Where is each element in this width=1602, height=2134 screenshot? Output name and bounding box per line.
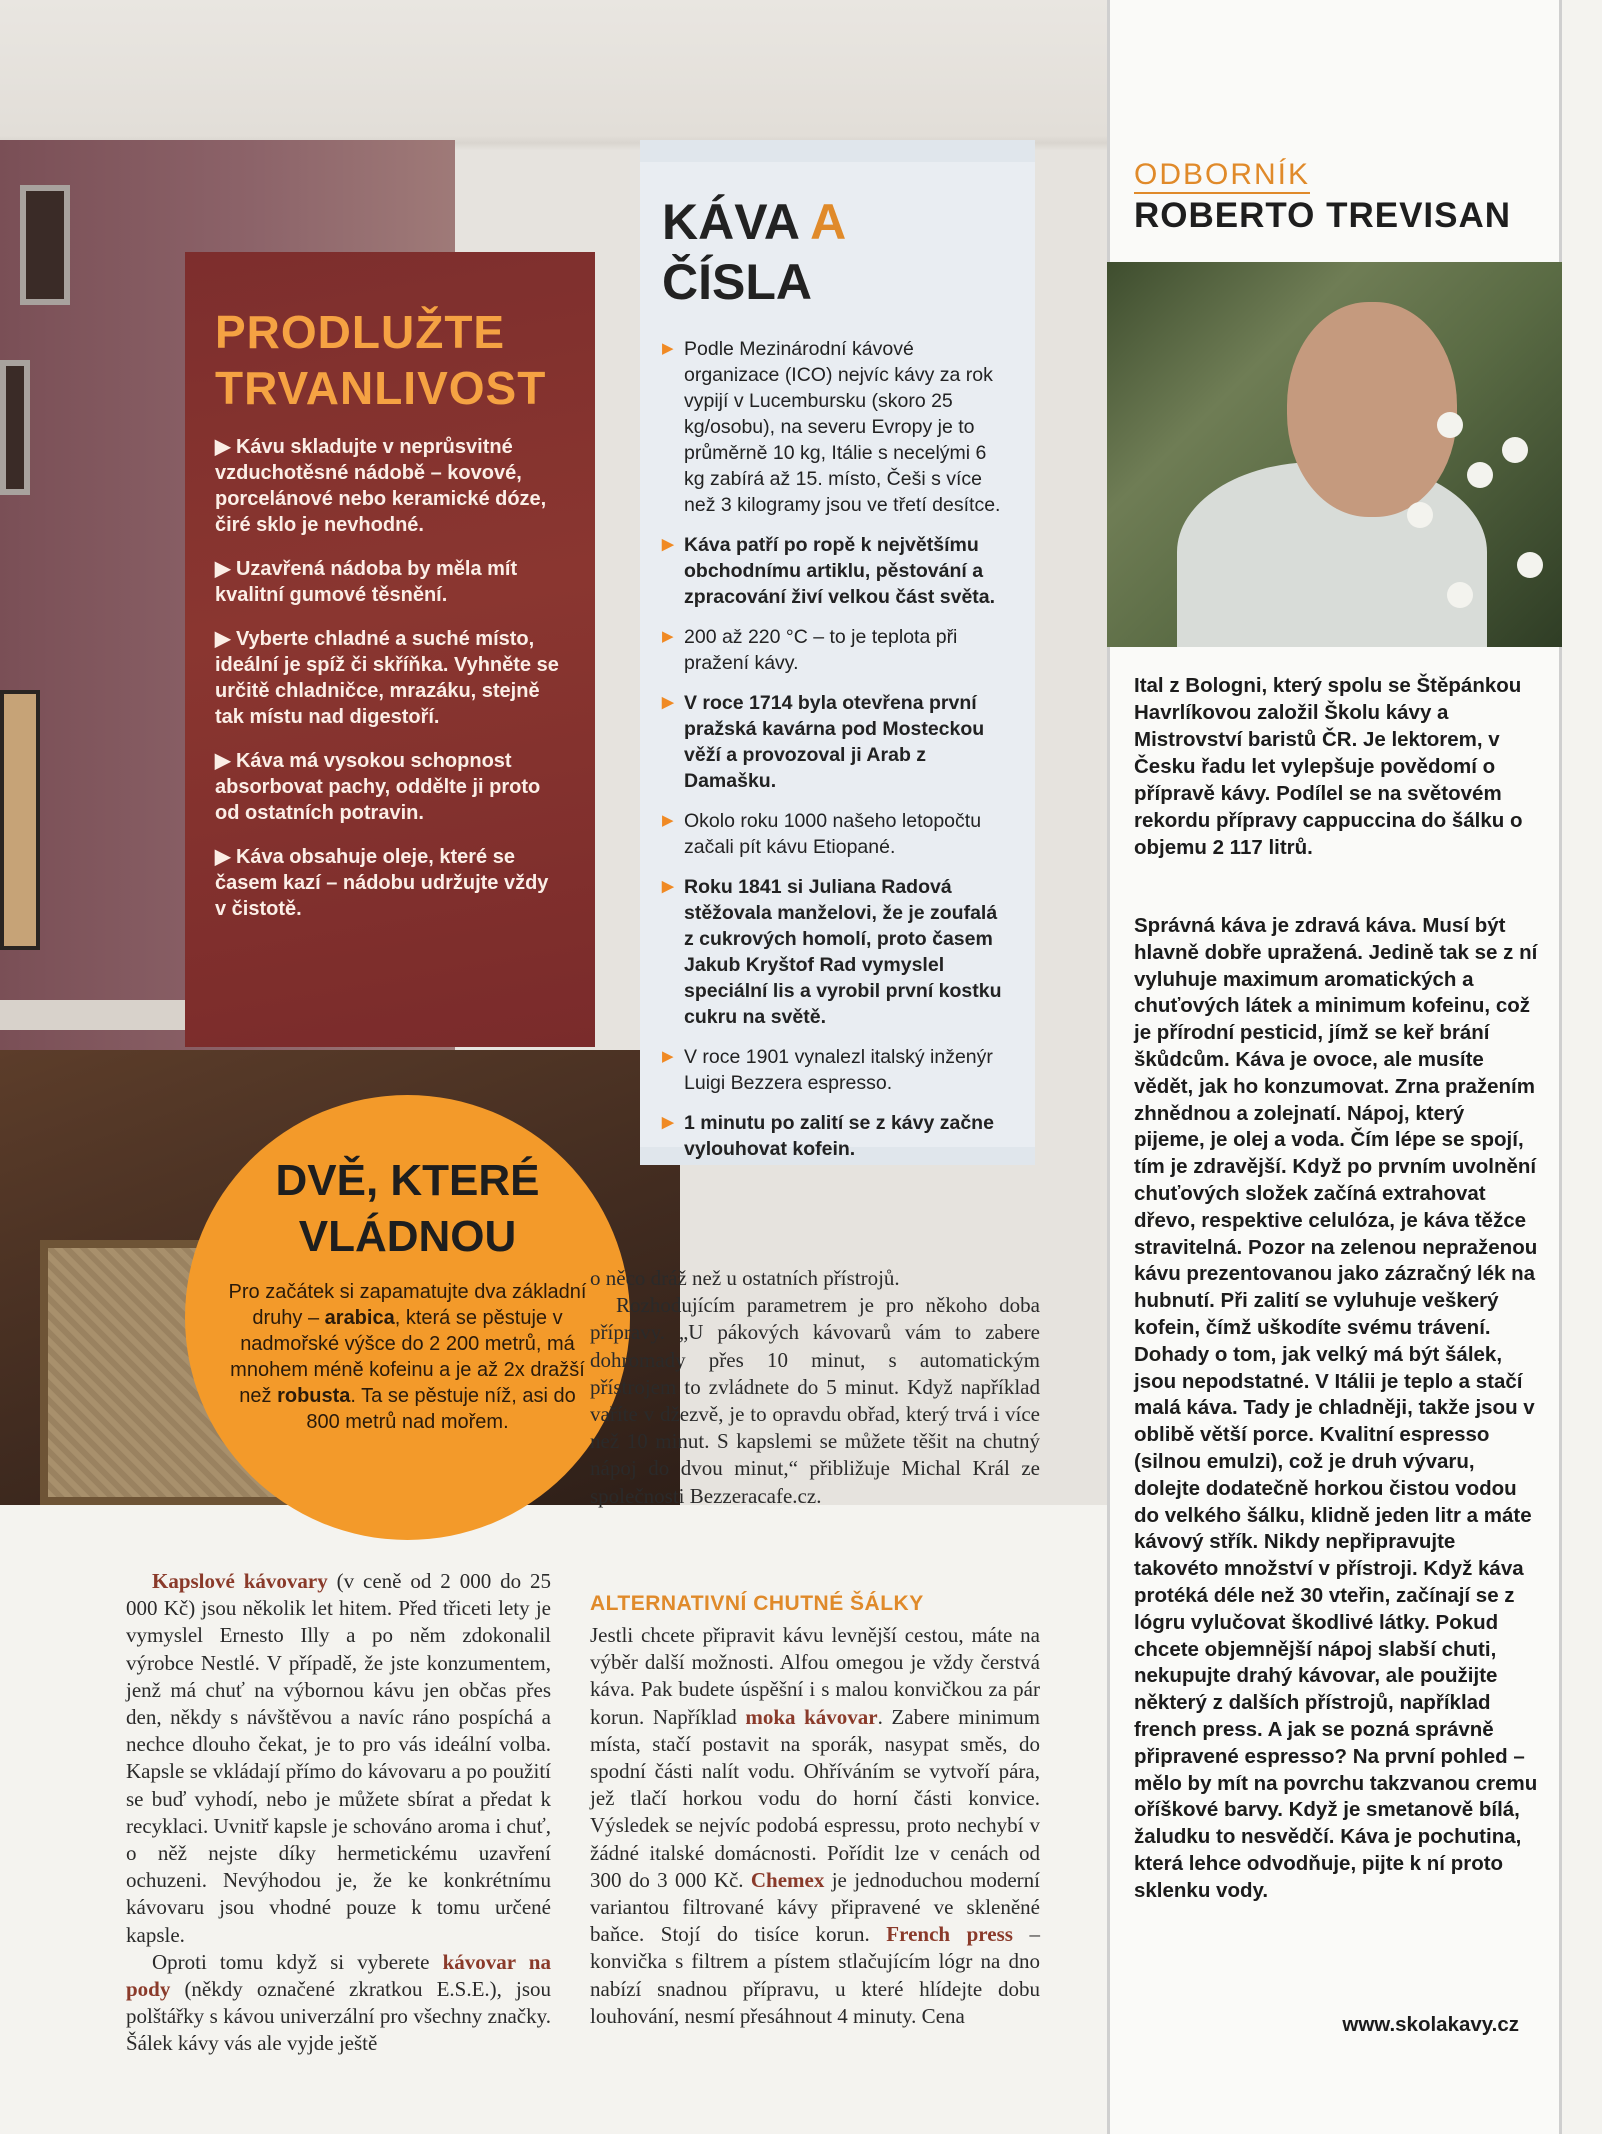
coffee-blossom <box>1407 502 1433 528</box>
highlight-term: French press <box>886 1922 1013 1947</box>
storage-tips-title: PRODLUŽTE TRVANLIVOST <box>215 306 547 414</box>
coffee-blossom <box>1447 582 1473 608</box>
article-column-middle-top: o něco dráž než u ostatních přístrojů. Rozhodujícím parametrem je pro někoho doba přípravy. „U pákových kávovarů vám to zabere dohromady přes 10 minut, s automatickým přístrojem to zvládnete do 5 minut. Když například vaříte v džezvě, je to opravdu obřad, který trvá i více než 10 minut. S kapslemi se můžete těšit na chutný nápoj do dvou minut,“ přibližuje Michal Král ze společnosti Bezzeracafe.cz. <box>590 1266 1040 1508</box>
article-column-left: Kapslové kávovary (v ceně od 2 000 do 25 000 Kč) jsou několik let hitem. Před třiceti lety je vymyslel Ernesto Illy a po něm zdokonalil výrobce Nestlé. V případě, že jste konzumentem, jenž má chuť na výbornou kávu jen občas přes den, někdy s návštěvou a navíc ráno pospíchá a nechce dlouho čekat, je to pro vás ideální volba. Kapsle se vkládají přímo do kávovaru a po použití se buď vyhodí, nebo je můžete sbírat a předat k recyklaci. Uvnitř kapsle je schováno aroma i chuť, o něž nejste díky hermetickému uzavření ochuzeni. Nevýhodou je, že ke konkrétnímu kávovaru jsou vhodné pouze k tomu určené kapsle. Oproti tomu když si vyberete kávovar na pody (někdy označené zkratkou E.S.E.), jsou polštářky s kávou univerzální pro všechny značky. Šálek kávy vás ale vyjde ještě <box>126 1569 551 2056</box>
coffee-blossom <box>1517 552 1543 578</box>
expert-text: Správná káva je zdravá káva. Musí být hlavně dobře upražená. Jedině tak se z ní vyluhuje maximum aromatických a chuťových látek a minimum kofeinu, což je přírodní pesticid, jímž se keř brání škůdcům. Káva je ovoce, ale musíte vědět, jak ho konzumovat. Zrna pražením zhnědnou a zolejnatí. Nápoj, který pijeme, je olej a voda. Čím lépe se spojí, tím je zdravější. Když po prvním uvolnění chuťových složek začíná extrahovat dřevo, respektive celulóza, je káva těžce stravitelná. Pozor na zelenou nepraženou kávu prezentovanou jako zázračný lék na hubnutí. Při zalití se vyluhuje veškerý kofein, čímž uškodíte svému trávení. Dohady o tom, jak velký má být šálek, jsou nepodstatné. V Itálii je teplo a stačí malá káva. Tady je chladněji, takže jsou v oblibě větší porce. Kvalitní espresso (silnou emulzi), což je druh vývaru, dolejte dodatečně horkou čistou vodou do velkého šálku, klidně jeden litr a máte kávový střík. Nikdy nepřipravujte takovéto množství v přístroji. Když káva protéká déle než 30 vteřin, začínají se z lógru vylučovat škodlivé látky. Pokud chcete objemnější nápoj slabší chuti, nekupujte drahý kávovar, ale použijte některý z dalších přístrojů, například french press. A jak se pozná správně připravené espresso? Na první pohled – mělo by mít na povrchu takzvanou cremu oříškové barvy. Když je smetanově bílá, žaludku to nesvědčí. Káva je pochutina, která lehce odvodňuje, pijte k ní proto sklenku vody. <box>1134 914 1538 1902</box>
coffee-blossom <box>1467 462 1493 488</box>
coffee-facts-title: KÁVA A ČÍSLA <box>662 194 845 310</box>
coffee-fact: ▶ 1 minutu po zalití se z kávy začne vylouhovat kofein. <box>662 1110 1005 1162</box>
storage-tip: ▶ Kávu skladujte v neprůsvitné vzduchotěsné nádobě – kovové, porcelánové nebo keramické dóze, čiré sklo je nevhodné. <box>215 436 547 536</box>
coffee-fact: ▶ Okolo roku 1000 našeho letopočtu začali pít kávu Etiopané. <box>662 808 1005 860</box>
expert-header <box>1134 158 1511 238</box>
coffee-blossom <box>1437 412 1463 438</box>
expert-bio: Ital z Bologni, který spolu se Štěpánkou Havrlíkovou založil Školu kávy a Mistrovství baristů ČR. Je lektorem, v Česku řadu let vylepšuje povědomí o přípravě kávy. Podílel se na světovém rekordu přípravy cappuccina do šálku o objemu 2 117 litrů. <box>1134 674 1523 859</box>
picture-frame <box>20 185 70 305</box>
expert-photo <box>1107 262 1562 647</box>
cabinet <box>0 690 40 950</box>
coffee-fact: ▶ V roce 1901 vynalezl italský inženýr Luigi Bezzera espresso. <box>662 1044 1005 1096</box>
storage-tip: ▶ Káva obsahuje oleje, které se časem kazí – nádobu udržujte vždy v čistotě. <box>215 846 549 920</box>
coffee-fact: ▶ Káva patří po ropě k největšímu obchodnímu artiklu, pěstování a zpracování živí velkou část světa. <box>662 532 1005 610</box>
coffee-facts-box <box>640 140 1035 1165</box>
expert-label: ODBORNÍK <box>1134 158 1310 194</box>
coffee-fact: ▶ Podle Mezinárodní kávové organizace (ICO) nejvíc kávy za rok vypijí v Lucembursku (skoro 25 kg/osobu), na severu Evropy je to průměrně 10 kg, Itálie s necelými 6 kg zabírá až 15. místo, Češi s více než 3 kilogramy jsou ve třetí desítce. <box>662 336 1005 518</box>
expert-head <box>1287 302 1457 517</box>
storage-tip: ▶ Káva má vysokou schopnost absorbovat pachy, oddělte ji proto od ostatních potravin. <box>215 750 541 824</box>
coffee-fact: ▶ Roku 1841 si Juliana Radová stěžovala manželovi, že je zoufalá z cukrových homolí, proto časem Jakub Kryštof Rad vymyslel speciální lis a vyrobil první kostku cukru na světě. <box>662 874 1005 1030</box>
coffee-fact: ▶ V roce 1714 byla otevřena první pražská kavárna pod Mosteckou věží a provozoval ji Arab z Damašku. <box>662 690 1005 794</box>
coffee-fact: ▶ 200 až 220 °C – to je teplota při pražení kávy. <box>662 624 1005 676</box>
highlight-term: Kapslové kávovary <box>152 1569 328 1593</box>
picture-frame <box>0 360 30 495</box>
coffee-blossom <box>1502 437 1528 463</box>
article-column-middle: Jestli chcete připravit kávu levnější cestou, máte na výběr další možnosti. Alfou omegou je vždy čerstvá káva. Pak budete úspěšní i s malou konvičkou za pár korun. Například moka kávovar. Zabere minimum místa, stačí postavit na sporák, nasypat směs, do spodní části nalít vodu. Ohříváním se vytvoří pára, jež tlačí horkou vodu do horní části konvice. Výsledek se nejvíc podobá espressu, proto nechybí v žádné italské domácnosti. Pořídit lze v cenách od 300 do 3 000 Kč. Chemex je jednoduchou moderní variantou filtrované kávy připravené ve skleněné baňce. Stojí do tisíce korun. French press – konvička s filtrem a pístem stlačujícím lógr na dno nabízí snadnou přípravu, u které hlídejte dobu louhování, nesmí přesáhnout 4 minuty. Cena <box>590 1623 1040 2028</box>
coffee-types-title: DVĚ, KTERÉ VLÁDNOU <box>275 1156 540 1261</box>
expert-name: ROBERTO TREVISAN <box>1134 196 1512 235</box>
coffee-types-text: Pro začátek si zapamatujte dva základní druhy – arabica, která se pěstuje v nadmořské výšce do 2 200 metrů, má mnohem méně kofeinu a je až 2x dražší než robusta. Ta se pěstuje níž, asi do 800 metrů nad mořem. <box>228 1281 587 1433</box>
highlight-term: moka kávovar <box>745 1704 878 1729</box>
storage-tips-box <box>185 252 595 1047</box>
highlight-term: kávovar na pody <box>126 1949 551 2002</box>
expert-url[interactable]: www.skolakavy.cz <box>1342 2013 1519 2036</box>
storage-tip: ▶ Vyberte chladné a suché místo, ideální je spíž či skříňka. Vyhněte se určitě chladničce, mrazáku, stejně tak místu nad digestoří. <box>215 628 559 728</box>
storage-tip: ▶ Uzavřená nádoba by měla mít kvalitní gumové těsnění. <box>215 558 518 606</box>
highlight-term: Chemex <box>750 1867 825 1892</box>
coffee-types-circle <box>185 1095 630 1540</box>
section-heading: ALTERNATIVNÍ CHUTNÉ ŠÁLKY <box>590 1592 924 1615</box>
